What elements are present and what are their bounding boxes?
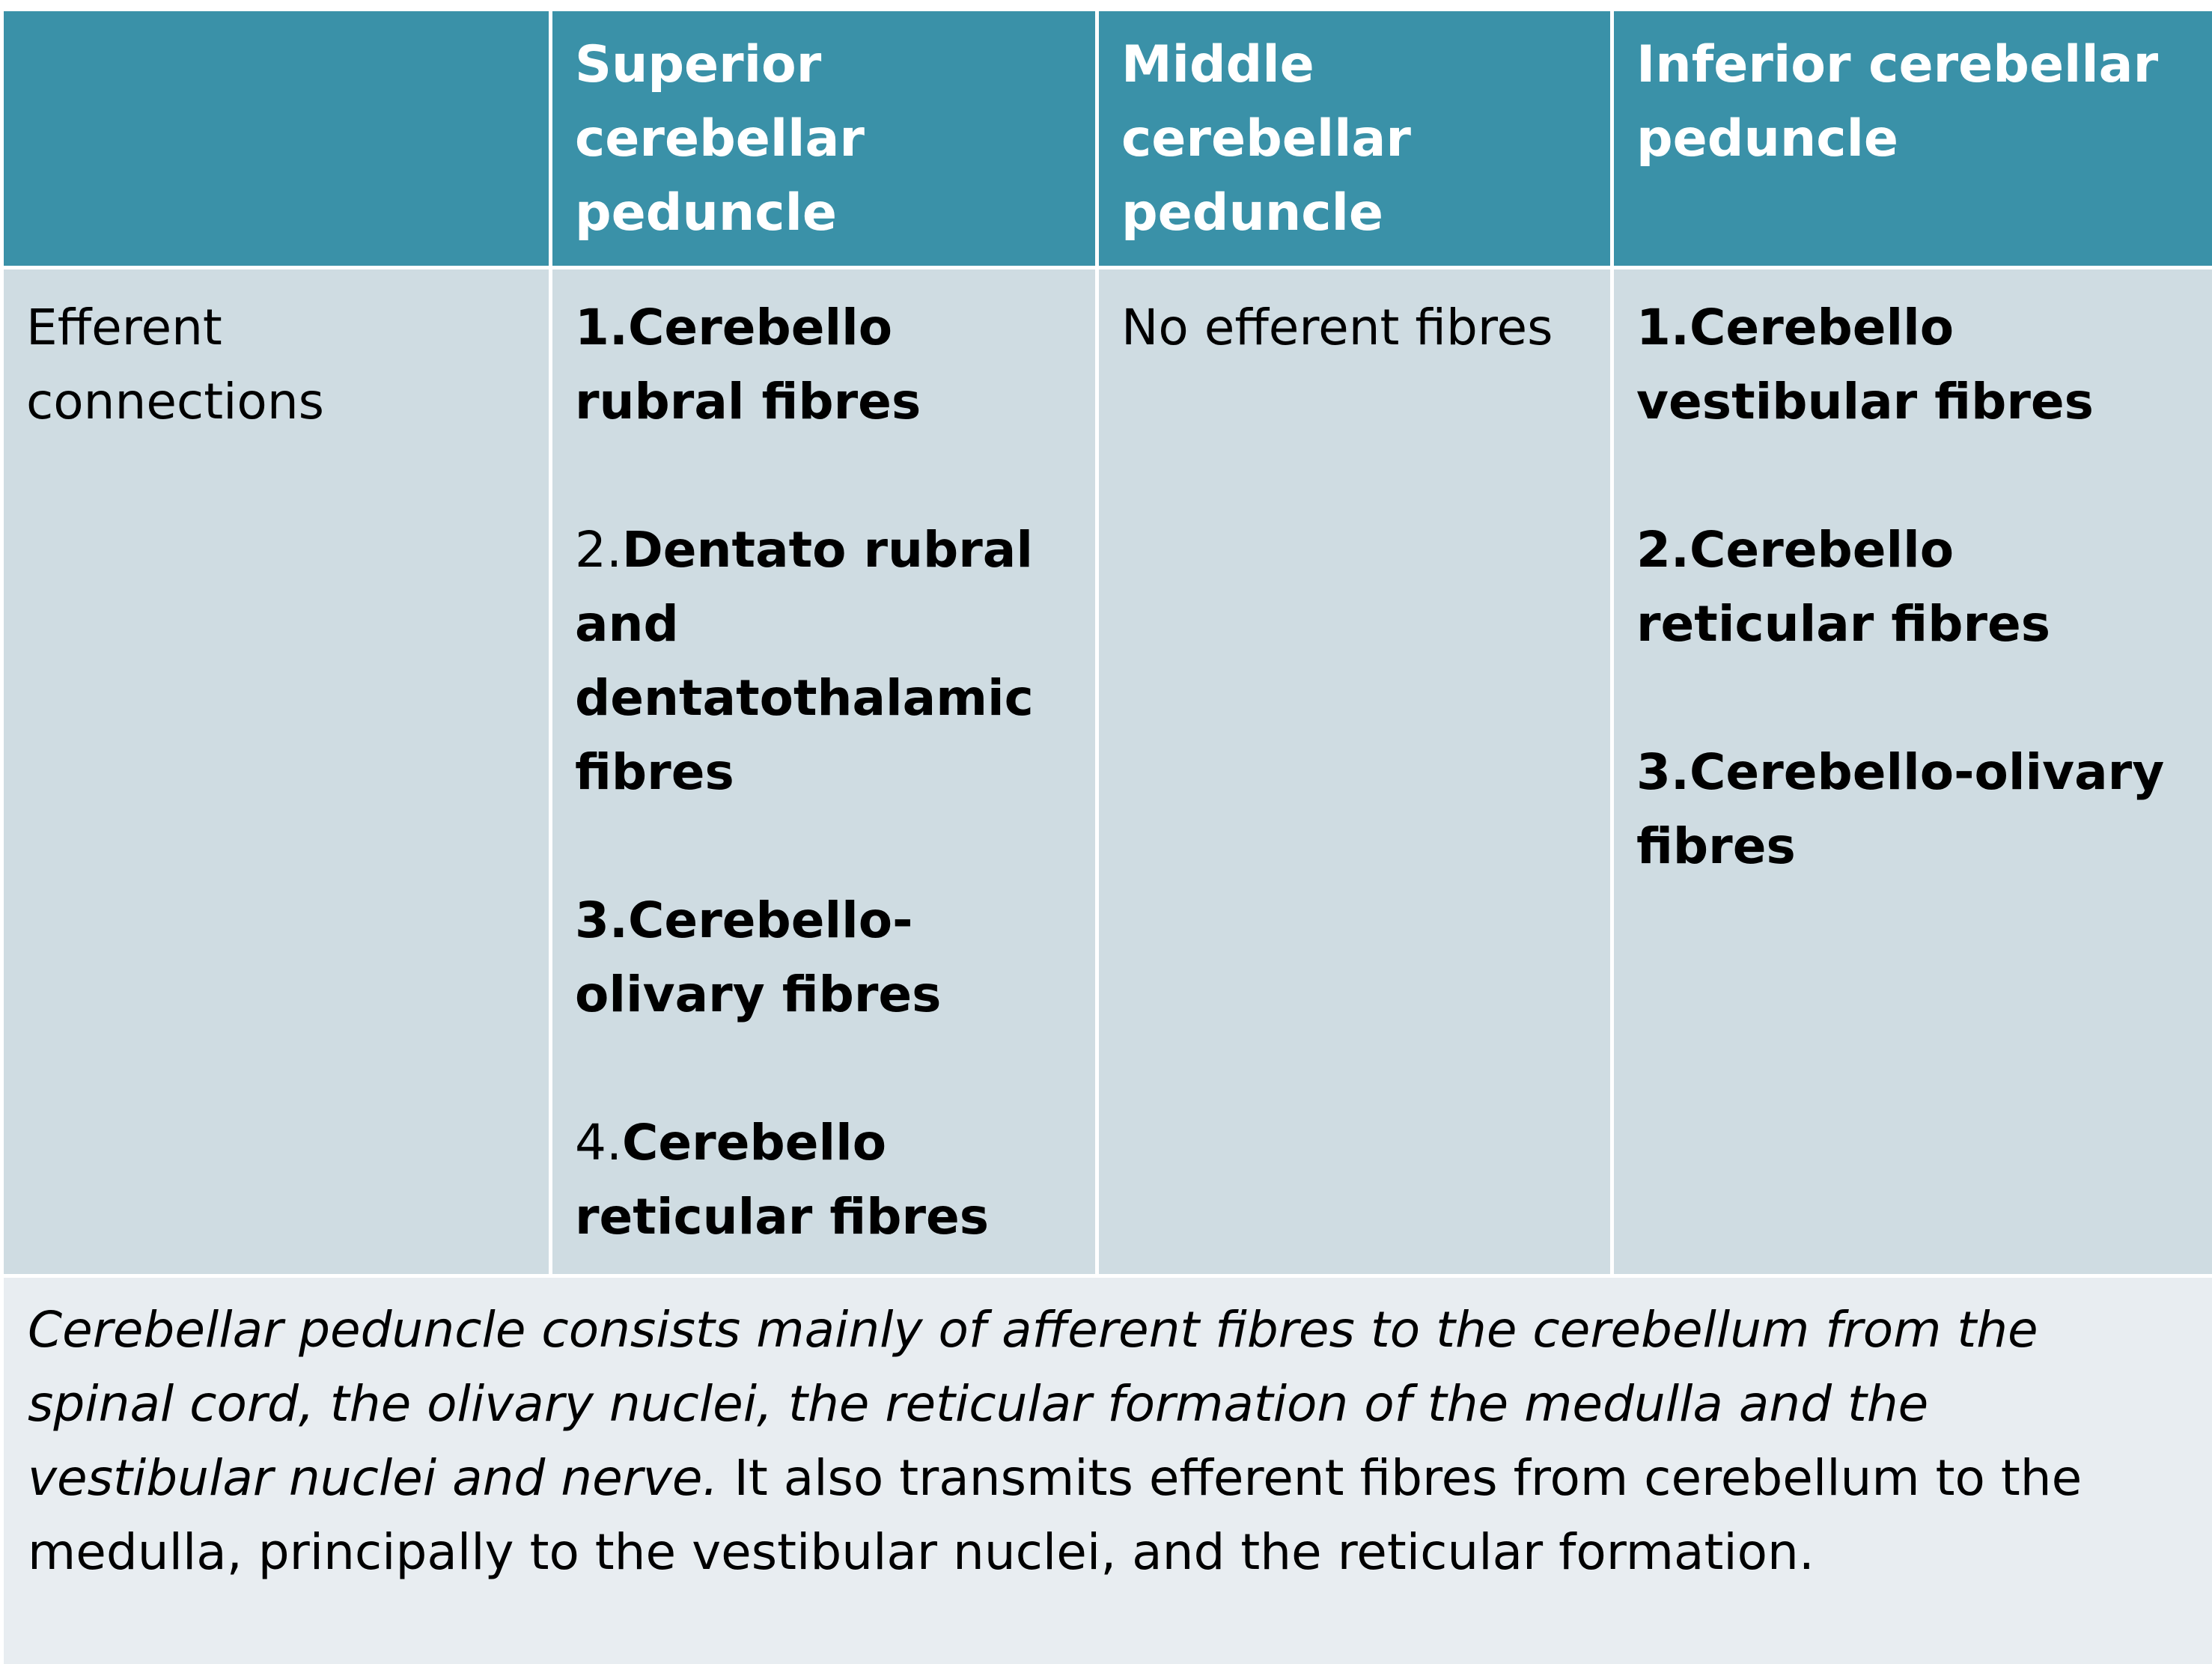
entry-number: 3. (575, 892, 628, 949)
superior-efferent-cell (551, 268, 1097, 1276)
entry-text: Cerebello-olivary fibres (575, 892, 942, 1023)
entry-number: 2. (1636, 521, 1690, 579)
entry-number: 2. (575, 521, 622, 579)
note-plain-text: It also transmits efferent fibres from cerebellum to the medulla, principally to the vestibular nuclei, and the reticular formation. (28, 1449, 2082, 1581)
entry-text: Cerebello reticular fibres (575, 1114, 990, 1246)
superior-entry-1 (575, 290, 1073, 439)
middle-efferent-cell: No efferent fibres (1097, 268, 1612, 1276)
row-label-efferent-connections: Efferent connections (2, 268, 551, 1276)
inferior-efferent-cell (1612, 268, 2212, 1276)
note-cell (2, 1276, 2212, 1664)
inferior-entry-2 (1636, 513, 2190, 661)
entry-number: 1. (575, 299, 628, 356)
entry-text: Cerebello-olivary fibres (1636, 743, 2165, 875)
inferior-entry-3 (1636, 735, 2190, 883)
entry-text: Cerebello reticular fibres (1636, 521, 2051, 653)
efferent-connections-table (0, 7, 2212, 1664)
superior-entry-2 (575, 513, 1073, 809)
superior-entry-3 (575, 883, 1073, 1031)
peduncle-table-container (0, 7, 2212, 1664)
entry-text: Dentato rubral and dentatothalamic fibres (575, 521, 1034, 801)
header-inferior-peduncle: Inferior cerebellar peduncle (1612, 10, 2212, 268)
header-middle-peduncle: Middle cerebellar peduncle (1097, 10, 1612, 268)
note-row (2, 1276, 2212, 1664)
entry-number: 4. (575, 1114, 622, 1171)
entry-number: 1. (1636, 299, 1690, 356)
efferent-connections-row (2, 268, 2212, 1276)
superior-entry-4 (575, 1106, 1073, 1254)
inferior-entry-1 (1636, 290, 2190, 439)
header-superior-peduncle: Superior cerebellar peduncle (551, 10, 1097, 268)
header-row (2, 10, 2212, 268)
entry-text: Cerebello rubral fibres (575, 299, 921, 430)
note-italic-text: Cerebellar peduncle consists mainly of afferent fibres to the cerebellum from the spinal cord, the olivary nuclei, the reticular formation of the medulla and the vestibular nuclei and nerve. (28, 1301, 2038, 1507)
header-empty-cell (2, 10, 551, 268)
entry-text: Cerebello vestibular fibres (1636, 299, 2094, 430)
entry-number: 3. (1636, 743, 1690, 801)
